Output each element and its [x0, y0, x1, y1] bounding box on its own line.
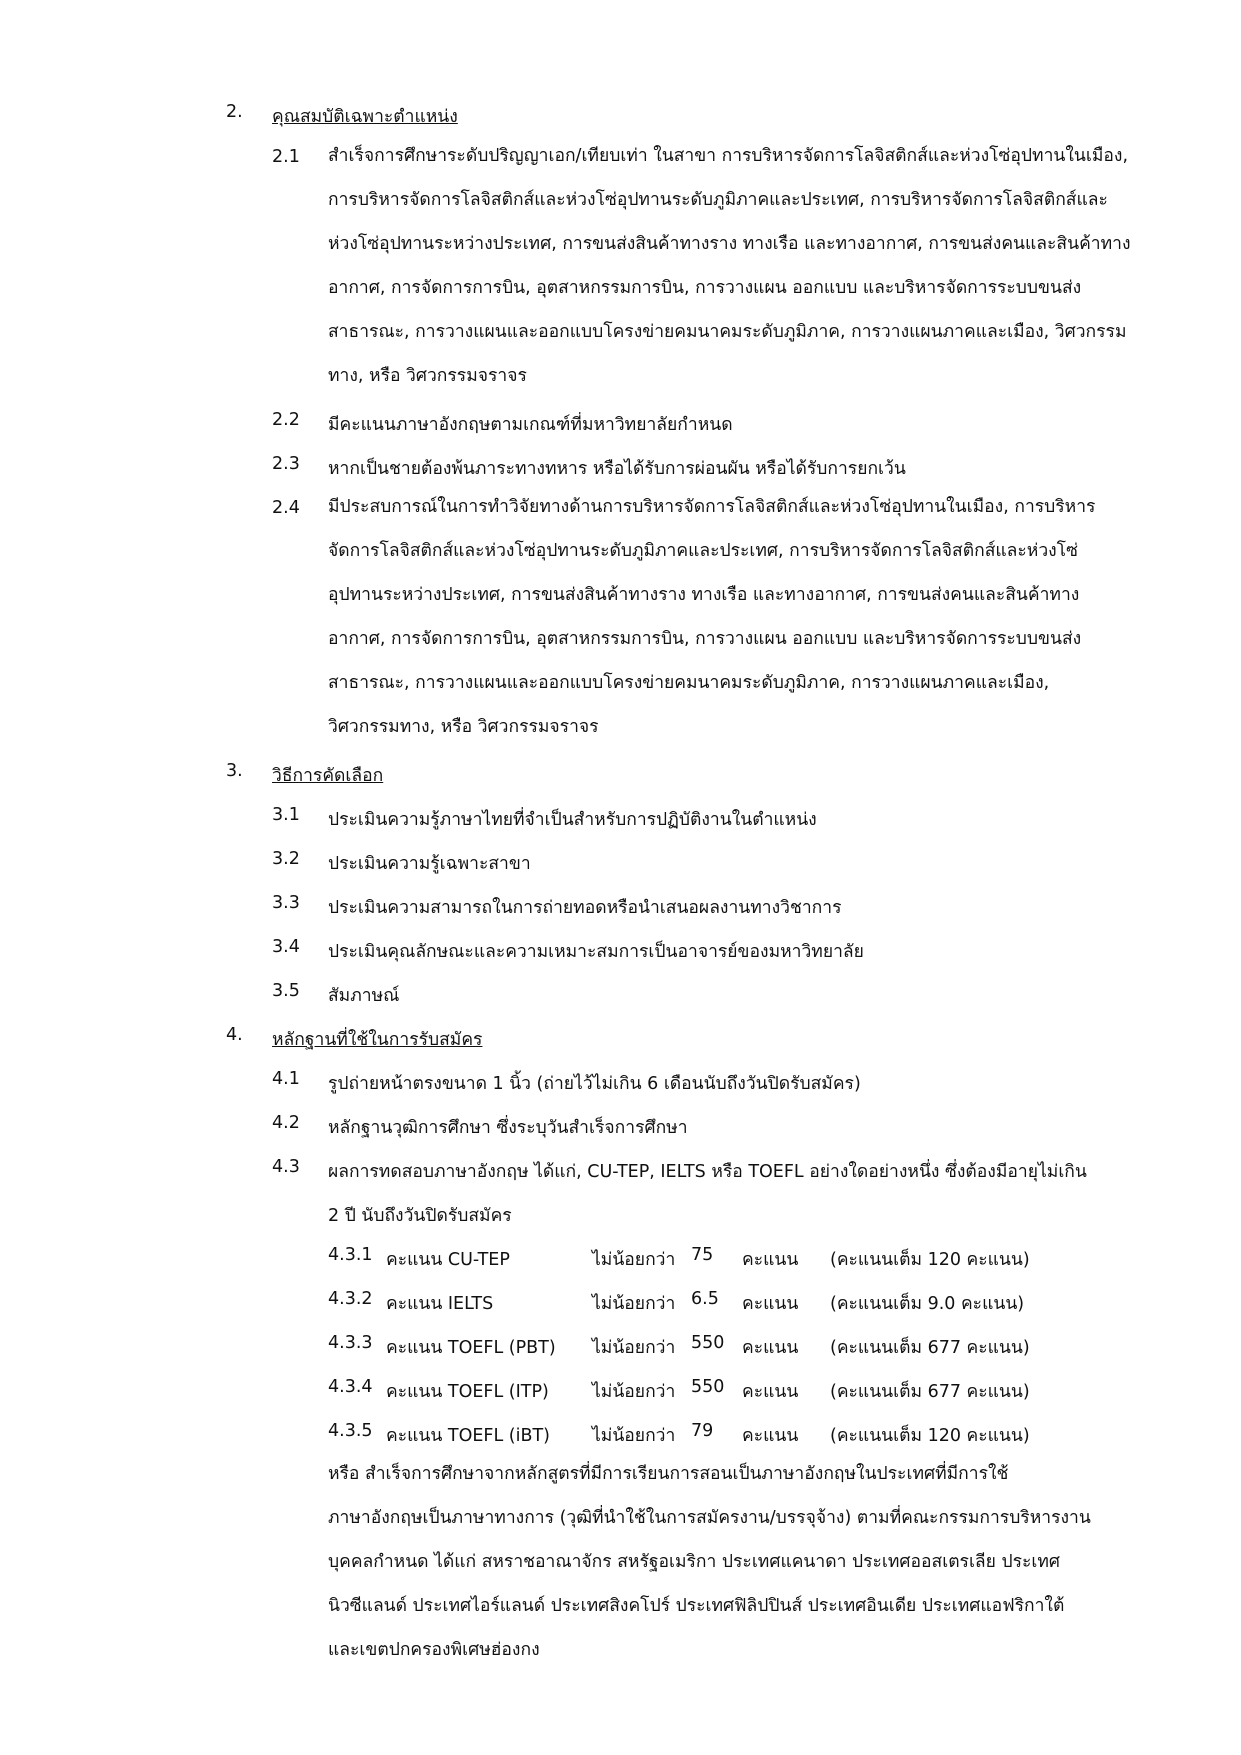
text-line: ประเมินคุณลักษณะและความเหมาะสมการเป็นอาจารย์ของมหาวิทยาลัย — [328, 942, 864, 962]
text-line: วิศวกรรมทาง, หรือ วิศวกรรมจราจร — [328, 717, 599, 737]
section-title: คุณสมบัติเฉพาะตำแหน่ง — [272, 107, 458, 127]
text-line: ทาง, หรือ วิศวกรรมจราจร — [328, 366, 527, 386]
text-line: อุปทานระหว่างประเทศ, การขนส่งสินค้าทางราง ทางเรือ และทางอากาศ, การขนส่งคนและสินค้าทาง — [328, 585, 1080, 605]
score-unit: คะแนน — [742, 1250, 799, 1270]
score-value: 6.5 — [691, 1289, 719, 1309]
text-line: อากาศ, การจัดการการบิน, อุตสาหกรรมการบิน, การวางแผน ออกแบบ และบริหารจัดการระบบขนส่ง — [328, 278, 1082, 298]
score-comparator: ไม่น้อยกว่า — [592, 1250, 676, 1270]
text-line: การบริหารจัดการโลจิสติกส์และห่วงโซ่อุปทานระดับภูมิภาคและประเทศ, การบริหารจัดการโลจิสติกส์และ — [328, 190, 1108, 210]
text-line: บุคคลกำหนด ได้แก่ สหราชอาณาจักร สหรัฐอเมริกา ประเทศแคนาดา ประเทศออสเตรเลีย ประเทศ — [328, 1552, 1061, 1572]
item-text — [328, 485, 1160, 749]
section-title: วิธีการคัดเลือก — [272, 766, 384, 786]
text-line: นิวซีแลนด์ ประเทศไอร์แลนด์ ประเทศสิงคโปร์ ประเทศฟิลิปปินส์ ประเทศอินเดีย ประเทศแอฟริกาใต้ — [328, 1596, 1065, 1616]
item-number: 3.2 — [272, 849, 300, 869]
text-line: หากเป็นชายต้องพ้นภาระทางทหาร หรือได้รับการผ่อนผัน หรือได้รับการยกเว้น — [328, 459, 906, 479]
score-value: 79 — [691, 1421, 714, 1441]
text-line: หรือ สำเร็จการศึกษาจากหลักสูตรที่มีการเรียนการสอนเป็นภาษาอังกฤษในประเทศที่มีการใช้ — [328, 1464, 1009, 1484]
text-line: ประเมินความรู้ภาษาไทยที่จำเป็นสำหรับการปฏิบัติงานในตำแหน่ง — [328, 810, 817, 830]
text-line: มีประสบการณ์ในการทำวิจัยทางด้านการบริหารจัดการโลจิสติกส์และห่วงโซ่อุปทานในเมือง, การบริหาร — [328, 497, 1096, 517]
item-number: 4.1 — [272, 1069, 300, 1089]
item-number: 2.4 — [272, 498, 300, 518]
score-max: (คะแนนเต็ม 677 คะแนน) — [830, 1382, 1030, 1402]
score-unit: คะแนน — [742, 1426, 799, 1446]
score-value: 75 — [691, 1245, 714, 1265]
text-line: สำเร็จการศึกษาระดับปริญญาเอก/เทียบเท่า ในสาขา การบริหารจัดการโลจิสติกส์และห่วงโซ่อุปทานในเมือง, — [328, 146, 1129, 166]
score-comparator: ไม่น้อยกว่า — [592, 1382, 676, 1402]
section-number: 2. — [226, 102, 243, 122]
score-label: คะแนน TOEFL (iBT) — [386, 1426, 550, 1446]
score-number: 4.3.4 — [328, 1377, 373, 1397]
text-line: ประเมินความรู้เฉพาะสาขา — [328, 854, 531, 874]
score-label: คะแนน CU-TEP — [386, 1250, 510, 1270]
score-number: 4.3.5 — [328, 1421, 373, 1441]
item-number: 3.1 — [272, 805, 300, 825]
score-value: 550 — [691, 1377, 725, 1397]
text-line: 2 ปี นับถึงวันปิดรับสมัคร — [328, 1206, 512, 1226]
item-number: 4.3 — [272, 1157, 300, 1177]
text-line: จัดการโลจิสติกส์และห่วงโซ่อุปทานระดับภูมิภาคและประเทศ, การบริหารจัดการโลจิสติกส์และห่วงโซ่ — [328, 541, 1078, 561]
text-line: รูปถ่ายหน้าตรงขนาด 1 นิ้ว (ถ่ายไว้ไม่เกิน 6 เดือนนับถึงวันปิดรับสมัคร) — [328, 1074, 861, 1094]
text-line: สาธารณะ, การวางแผนและออกแบบโครงข่ายคมนาคมระดับภูมิภาค, การวางแผนภาคและเมือง, — [328, 673, 1050, 693]
section-number: 3. — [226, 761, 243, 781]
score-max: (คะแนนเต็ม 120 คะแนน) — [830, 1250, 1030, 1270]
score-number: 4.3.1 — [328, 1245, 373, 1265]
item-number: 2.1 — [272, 147, 300, 167]
score-unit: คะแนน — [742, 1382, 799, 1402]
score-max: (คะแนนเต็ม 120 คะแนน) — [830, 1426, 1030, 1446]
item-number: 4.2 — [272, 1113, 300, 1133]
score-max: (คะแนนเต็ม 9.0 คะแนน) — [830, 1294, 1025, 1314]
section-title: หลักฐานที่ใช้ในการรับสมัคร — [272, 1030, 483, 1050]
text-line: มีคะแนนภาษาอังกฤษตามเกณฑ์ที่มหาวิทยาลัยกำหนด — [328, 415, 733, 435]
text-line: ห่วงโซ่อุปทานระหว่างประเทศ, การขนส่งสินค้าทางราง ทางเรือ และทางอากาศ, การขนส่งคนและสินค้าทาง — [328, 234, 1131, 254]
closing-paragraph — [328, 1452, 1160, 1672]
item-number: 3.4 — [272, 937, 300, 957]
text-line: สัมภาษณ์ — [328, 986, 400, 1006]
score-unit: คะแนน — [742, 1338, 799, 1358]
score-comparator: ไม่น้อยกว่า — [592, 1338, 676, 1358]
text-line: ภาษาอังกฤษเป็นภาษาทางการ (วุฒิที่นำใช้ในการสมัครงาน/บรรจุจ้าง) ตามที่คณะกรรมการบริหารงาน — [328, 1508, 1091, 1528]
score-comparator: ไม่น้อยกว่า — [592, 1426, 676, 1446]
item-text — [328, 134, 1160, 398]
text-line: ผลการทดสอบภาษาอังกฤษ ได้แก่, CU-TEP, IELTS หรือ TOEFL อย่างใดอย่างหนึ่ง ซึ่งต้องมีอายุไม่เกิน — [328, 1162, 1087, 1182]
score-number: 4.3.3 — [328, 1333, 373, 1353]
text-line: และเขตปกครองพิเศษฮ่องกง — [328, 1640, 540, 1660]
item-number: 3.3 — [272, 893, 300, 913]
score-max: (คะแนนเต็ม 677 คะแนน) — [830, 1338, 1030, 1358]
item-number: 3.5 — [272, 981, 300, 1001]
section-number: 4. — [226, 1025, 243, 1045]
score-label: คะแนน TOEFL (PBT) — [386, 1338, 556, 1358]
score-number: 4.3.2 — [328, 1289, 373, 1309]
score-value: 550 — [691, 1333, 725, 1353]
text-line: สาธารณะ, การวางแผนและออกแบบโครงข่ายคมนาคมระดับภูมิภาค, การวางแผนภาคและเมือง, วิศวกรรม — [328, 322, 1127, 342]
score-label: คะแนน TOEFL (ITP) — [386, 1382, 549, 1402]
text-line: อากาศ, การจัดการการบิน, อุตสาหกรรมการบิน, การวางแผน ออกแบบ และบริหารจัดการระบบขนส่ง — [328, 629, 1082, 649]
score-label: คะแนน IELTS — [386, 1294, 494, 1314]
item-number: 2.2 — [272, 410, 300, 430]
text-line: ประเมินความสามารถในการถ่ายทอดหรือนำเสนอผลงานทางวิชาการ — [328, 898, 842, 918]
score-unit: คะแนน — [742, 1294, 799, 1314]
text-line: หลักฐานวุฒิการศึกษา ซึ่งระบุวันสำเร็จการศึกษา — [328, 1118, 688, 1138]
score-comparator: ไม่น้อยกว่า — [592, 1294, 676, 1314]
item-number: 2.3 — [272, 454, 300, 474]
